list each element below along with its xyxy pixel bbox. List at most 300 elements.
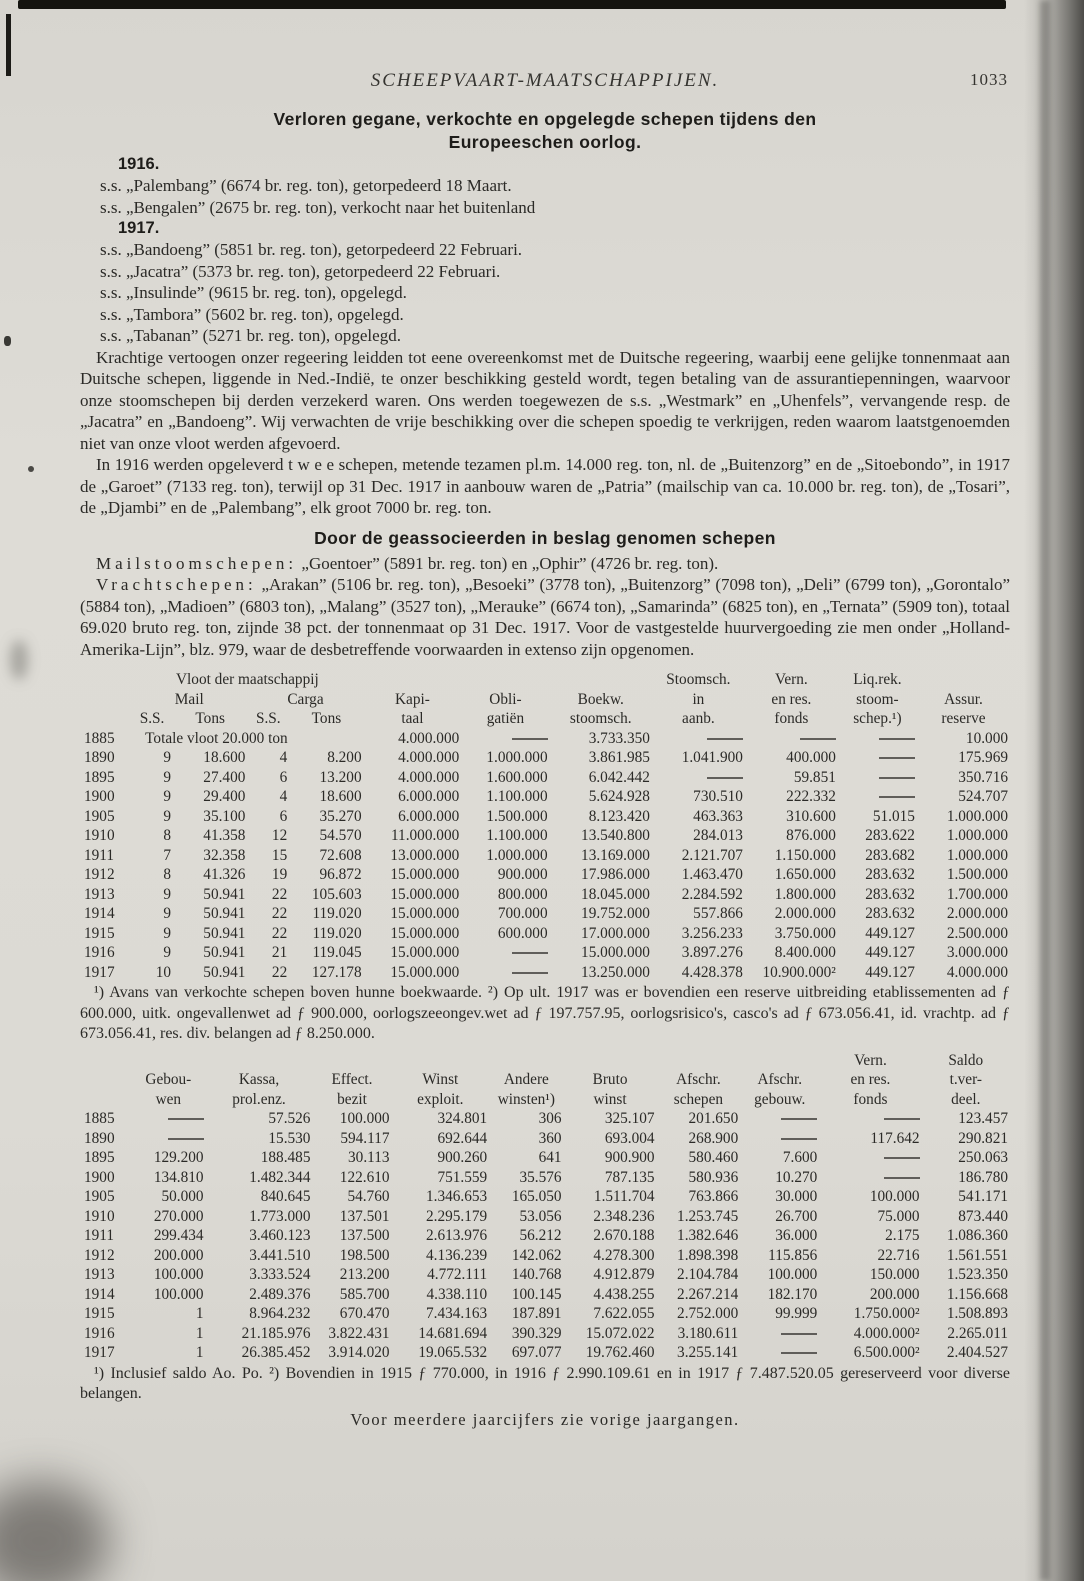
table-row	[80, 1246, 1010, 1266]
freighters-text: „Arakan” (5106 br. reg. ton), „Besoeki” (3778 ton), „Buitenzorg” (7098 ton), „Deli” (6799 ton), „Gorontalo” (5884 ton), „Madioen” (6803 ton), „Malang” (3527 ton), „Merauke” (6674 ton), „Samarinda” (6825 ton), en „Ternata” (5909 ton), totaal 69.020 bruto reg. ton, zijnde 38 pct. der tonnenmaat op 31 Dec. 1917. Voor de vastgestelde huurvergoeding zie men onder „Holland-Amerika-Lijn”, blz. 979, waar de desbetreffende voorwaarden in extenso zijn opgenomen.	[80, 575, 1010, 659]
page-number: 1033	[970, 70, 1008, 89]
value-cell: 4.000.000	[398, 729, 460, 747]
value-cell: 150.000	[869, 1266, 920, 1283]
fleet-table-wrap	[80, 670, 1010, 982]
value-cell: 15.000.000	[390, 885, 460, 903]
value-cell: 100.000	[869, 1188, 920, 1205]
value-cell: 21.185.976	[241, 1324, 311, 1342]
value-cell	[819, 1109, 921, 1129]
section-heading-beslag: Door de geassocieerden in beslag genomen schepen	[314, 527, 776, 548]
value-cell: 201.650	[688, 1110, 739, 1127]
value-cell: 350.716	[958, 768, 1008, 786]
value-cell: 3.897.276	[681, 944, 743, 961]
value-cell: 325.107	[604, 1110, 655, 1127]
value-cell: 6.000.000	[398, 807, 460, 825]
entries-1917	[80, 239, 1010, 347]
value-cell: 2.267.214	[677, 1285, 739, 1303]
year-cell: 1910	[84, 1207, 115, 1225]
value-cell: 2.121.707	[681, 846, 743, 864]
blank-dash	[168, 1138, 204, 1140]
value-cell: 700.000	[497, 905, 548, 922]
column-header: stoomsch.	[569, 710, 632, 727]
value-cell: 3.441.510	[249, 1246, 311, 1264]
value-cell: 3.256.233	[681, 924, 743, 942]
value-cell: 2.752.000	[677, 1305, 739, 1322]
value-cell: 142.062	[511, 1246, 562, 1264]
table-row	[80, 924, 1010, 944]
column-header: Tons	[311, 710, 342, 727]
year-label-1917: 1917.	[118, 219, 160, 237]
column-header: Kapi-	[395, 690, 430, 708]
value-cell: 1.700.000	[946, 885, 1008, 903]
value-cell: 8	[163, 827, 171, 844]
value-cell: 2.404.527	[946, 1344, 1008, 1361]
ship-entries	[80, 154, 1010, 347]
column-header: Liq.rek.	[853, 671, 902, 688]
value-cell: 6	[279, 768, 288, 786]
value-cell	[740, 1129, 819, 1149]
value-cell: 100.000	[153, 1285, 204, 1303]
value-cell: 360	[538, 1129, 562, 1147]
blank-dash	[781, 1333, 817, 1335]
blank-dash	[800, 738, 836, 740]
value-cell: 119.045	[312, 944, 362, 961]
value-cell: 186.780	[958, 1168, 1008, 1186]
table-row	[80, 729, 1010, 749]
column-header: Afschr.	[757, 1071, 803, 1088]
value-cell: 270.000	[153, 1207, 204, 1225]
value-cell: 115.856	[768, 1246, 818, 1264]
value-cell: 4.912.879	[593, 1266, 655, 1283]
year-cell: 1915	[84, 924, 115, 942]
value-cell: 13.540.800	[581, 827, 650, 844]
value-cell: 6	[279, 807, 288, 825]
year-cell: 1890	[84, 749, 115, 766]
value-cell: 1.511.704	[593, 1188, 655, 1205]
value-cell: 8.200	[327, 749, 362, 766]
blank-dash	[707, 738, 743, 740]
value-cell: 1.508.893	[946, 1305, 1008, 1322]
value-cell: 751.559	[437, 1168, 488, 1186]
value-cell: 13.000.000	[390, 846, 460, 864]
value-cell: 4	[279, 749, 288, 766]
value-cell: 1.041.900	[681, 749, 743, 766]
value-cell	[461, 963, 549, 983]
value-cell: 4.000.000	[946, 963, 1008, 981]
value-cell: 15.530	[268, 1129, 311, 1147]
column-header: Winst	[422, 1071, 459, 1088]
table-row	[80, 1285, 1010, 1305]
value-cell: 1.253.745	[677, 1207, 739, 1225]
value-cell: 4.000.000²	[853, 1324, 920, 1342]
value-cell: 692.644	[437, 1129, 488, 1147]
year-cell: 1895	[84, 768, 115, 786]
year-cell: 1916	[84, 1324, 115, 1342]
year-cell: 1905	[84, 1188, 115, 1205]
value-cell: 10	[155, 963, 171, 981]
column-header: S.S.	[139, 710, 165, 727]
gutter-shadow	[1024, 0, 1084, 1581]
value-cell	[131, 1109, 205, 1129]
value-cell: 2.348.236	[593, 1207, 655, 1225]
value-cell: 1.650.000	[774, 866, 836, 883]
value-cell: 9	[163, 944, 171, 961]
value-cell: 12	[271, 827, 288, 844]
value-cell	[131, 1129, 205, 1149]
value-cell: 1.750.000²	[853, 1305, 920, 1322]
value-cell: 900.000	[497, 866, 548, 883]
column-header: Assur.	[944, 690, 983, 708]
blank-dash	[884, 1157, 920, 1159]
column-header: Kassa,	[238, 1071, 280, 1088]
value-cell: 2.175	[885, 1227, 920, 1244]
column-header: in	[692, 690, 705, 708]
column-header: Gebou-	[145, 1071, 192, 1088]
column-header: Andere	[503, 1071, 549, 1088]
year-cell: 1911	[84, 846, 115, 864]
column-header: en res.	[771, 690, 812, 708]
value-cell: 26.385.452	[241, 1344, 311, 1361]
value-cell: 1.086.360	[946, 1227, 1008, 1244]
column-header: gatiën	[486, 710, 525, 727]
value-cell: 15.000.000	[390, 924, 460, 942]
value-cell: 122.610	[339, 1168, 390, 1186]
mailsteamers-text: „Goentoer” (5891 br. reg. ton) en „Ophir” (4726 br. reg. ton).	[301, 553, 719, 573]
value-cell: 7	[163, 846, 171, 864]
value-cell: 1.463.470	[681, 866, 743, 883]
value-cell: 9	[163, 788, 171, 805]
value-cell: 222.332	[786, 788, 836, 805]
value-cell: 17.000.000	[581, 924, 650, 942]
value-cell: 449.127	[865, 944, 915, 961]
value-cell: 290.821	[958, 1129, 1008, 1147]
value-cell: 1.773.000	[249, 1207, 311, 1225]
finance-table	[80, 1051, 1010, 1363]
value-cell: 54.760	[347, 1188, 390, 1205]
value-cell: 53.056	[519, 1207, 562, 1225]
value-cell: 19.752.000	[581, 905, 650, 922]
value-cell: 36.000	[775, 1227, 818, 1244]
value-cell: 730.510	[693, 788, 743, 805]
value-cell: 449.127	[865, 924, 915, 942]
value-cell: 134.810	[153, 1168, 204, 1186]
value-cell: 3.733.350	[588, 729, 650, 747]
value-cell	[838, 787, 917, 807]
value-cell	[838, 768, 917, 788]
value-cell: 22	[271, 885, 288, 903]
value-cell: 585.700	[339, 1285, 390, 1303]
value-cell: 213.200	[339, 1266, 390, 1283]
year-label-1916: 1916.	[118, 155, 160, 173]
fleet-header-row-2	[80, 690, 1010, 710]
ship-entry: s.s. „Bengalen” (2675 br. reg. ton), verkocht naar het buitenland	[100, 197, 536, 217]
value-cell: 4	[279, 788, 288, 805]
blank-dash	[879, 738, 915, 740]
value-cell: 873.440	[958, 1207, 1008, 1225]
value-cell: 641	[538, 1149, 562, 1166]
year-cell: 1917	[84, 963, 115, 981]
ship-entry: s.s. „Palembang” (6674 br. reg. ton), getorpedeerd 18 Maart.	[100, 176, 512, 195]
value-cell: 10.900.000²	[762, 963, 836, 981]
value-cell	[652, 729, 745, 749]
table-row	[80, 1226, 1010, 1246]
ship-entry: s.s. „Tabanan” (5271 br. reg. ton), opgelegd.	[100, 326, 401, 345]
value-cell: 56.212	[519, 1227, 562, 1244]
year-cell: 1912	[84, 866, 115, 883]
value-cell: 14.681.694	[418, 1324, 488, 1342]
value-cell: 9	[163, 885, 171, 903]
value-cell: 2.265.011	[947, 1324, 1008, 1342]
value-cell: 4.772.111	[427, 1266, 488, 1283]
value-cell: 50.941	[203, 924, 246, 942]
column-header: Boekw.	[577, 690, 624, 708]
column-header: en res.	[850, 1071, 891, 1088]
value-cell: 2.000.000	[946, 905, 1008, 922]
year-cell: 1914	[84, 1285, 115, 1303]
value-cell: 9	[163, 768, 171, 786]
value-cell: 99.999	[775, 1305, 818, 1322]
value-cell: 600.000	[497, 924, 548, 942]
value-cell: 22	[271, 905, 288, 922]
value-cell: 6.042.442	[588, 768, 650, 786]
value-cell	[461, 729, 549, 749]
column-header: Carga	[287, 690, 324, 708]
value-cell: 19.065.532	[418, 1344, 488, 1361]
column-header: Vern.	[854, 1051, 887, 1069]
value-cell: 1.156.668	[946, 1285, 1008, 1303]
value-cell: 15.072.022	[585, 1324, 655, 1342]
value-cell: 524.707	[958, 788, 1008, 805]
blank-dash	[781, 1138, 817, 1140]
value-cell: 127.178	[311, 963, 362, 981]
value-cell: 188.485	[260, 1149, 311, 1166]
value-cell: 670.470	[339, 1305, 390, 1322]
value-cell: 51.015	[872, 807, 915, 825]
table-row	[80, 1304, 1010, 1324]
value-cell: 187.891	[511, 1305, 562, 1322]
year-cell: 1913	[84, 885, 115, 903]
value-cell: 3.180.611	[677, 1324, 739, 1342]
table-row	[80, 1207, 1010, 1227]
freighters-label: Vrachtschepen:	[96, 575, 257, 594]
value-cell: 2.489.376	[249, 1285, 311, 1303]
value-cell: 123.457	[958, 1110, 1008, 1127]
value-cell: 1.100.000	[486, 788, 548, 805]
year-cell: 1900	[84, 788, 115, 805]
column-header: prol.enz.	[232, 1090, 286, 1108]
value-cell: 140.768	[511, 1266, 562, 1283]
value-cell: 9	[163, 807, 171, 825]
value-cell: 7.600	[782, 1149, 818, 1166]
value-cell: 763.866	[688, 1188, 739, 1205]
table-row	[80, 1343, 1010, 1363]
value-cell: 129.200	[153, 1149, 204, 1166]
finance-footnote: ¹) Inclusief saldo Ao. Po. ²) Bovendien in 1915 ƒ 770.000, in 1916 ƒ 2.990.109.61 en in 1917 ƒ 7.487.520.05 gereserveerd voor diverse belangen.	[80, 1364, 1010, 1402]
fleet-table	[80, 670, 1010, 982]
value-cell: 30.000	[775, 1188, 818, 1205]
paragraph-krachtige: Krachtige vertoogen onzer regeering leidden tot eene overeenkomst met de Duitsche regeering, waarbij eene gelijke tonnenmaat aan Duitsche schepen, liggende in Ned.-Indië, te onzer beschikking gesteld wordt, tegen betaling van de assurantiepenningen, waarvoor onze stoomschepen bij derden verzekerd waren. Ons werden toegewezen de s.s. „Westmark” en „Uhenfels”, vervangende resp. de „Jacatra” en „Bandoeng”. Wij verwachten de vrije beschikking over die schepen spoedig te verkrijgen, reden waarom laatstgenoemden niet van onze vloot werden afgevoerd.	[80, 347, 1010, 453]
column-header: Mail	[174, 690, 204, 708]
value-cell: 324.801	[437, 1110, 488, 1127]
value-cell: 283.622	[865, 827, 915, 844]
table-row	[80, 1109, 1010, 1129]
value-cell: 119.020	[312, 924, 362, 942]
blank-dash	[512, 952, 548, 954]
blank-dash	[168, 1118, 204, 1120]
value-cell: 557.866	[693, 905, 743, 922]
value-cell: 10.000	[965, 729, 1008, 747]
column-header: Afschr.	[676, 1071, 721, 1088]
article-title-line2: Europeeschen oorlog.	[448, 132, 642, 152]
column-header: gebouw.	[754, 1090, 806, 1108]
value-cell: 283.682	[865, 846, 915, 864]
value-cell: 2.613.976	[425, 1227, 488, 1244]
value-cell: 9	[163, 924, 171, 942]
closing-note: Voor meerdere jaarcijfers zie vorige jaargangen.	[350, 1409, 740, 1429]
table-row	[80, 885, 1010, 905]
column-header: aanb.	[682, 710, 715, 727]
table-row	[80, 1168, 1010, 1188]
value-cell: 57.526	[268, 1110, 311, 1127]
value-cell: 22.716	[877, 1246, 920, 1264]
value-cell: 1.500.000	[946, 866, 1008, 883]
value-cell: 137.500	[339, 1227, 390, 1244]
value-cell: 15.000.000	[390, 866, 460, 883]
value-cell: 13.200	[319, 768, 362, 786]
blank-dash	[879, 757, 915, 759]
mailsteamers-label: Mailstoomschepen:	[96, 553, 298, 573]
finance-header-row-1	[80, 1070, 1010, 1090]
value-cell	[745, 729, 838, 749]
year-cell: 1910	[84, 827, 115, 844]
value-cell: 35.100	[203, 807, 246, 825]
column-header: Saldo	[948, 1051, 984, 1069]
value-cell: 13.250.000	[581, 963, 650, 981]
value-cell: 26.700	[775, 1207, 818, 1225]
blank-dash	[884, 1177, 920, 1179]
value-cell: 100.000	[339, 1110, 390, 1127]
value-cell: 4.278.300	[593, 1246, 655, 1264]
value-cell: 22	[271, 963, 288, 981]
value-cell: 6.500.000²	[853, 1344, 920, 1361]
value-cell: 3.460.123	[249, 1227, 311, 1244]
value-cell: 50.941	[203, 905, 246, 922]
value-cell: 400.000	[786, 749, 836, 766]
freighters-paragraph	[80, 574, 1010, 660]
table-row	[80, 1148, 1010, 1168]
column-header: wen	[155, 1090, 182, 1108]
blank-dash	[707, 777, 743, 779]
value-cell: 3.822.431	[328, 1324, 390, 1342]
value-cell: 18.600	[203, 749, 246, 766]
year-cell: 1912	[84, 1246, 115, 1264]
value-cell: 9	[163, 905, 171, 922]
value-cell: 3.861.985	[588, 749, 650, 766]
fleet-note-cell: Totale vloot 20.000 ton	[145, 729, 288, 747]
value-cell: 41.358	[203, 827, 246, 844]
ship-entry: s.s. „Bandoeng” (5851 br. reg. ton), getorpedeerd 22 Februari.	[100, 240, 523, 259]
value-cell: 283.632	[865, 905, 915, 922]
finance-table-wrap	[80, 1051, 1010, 1363]
value-cell: 165.050	[511, 1188, 562, 1205]
value-cell: 13.169.000	[581, 846, 650, 864]
value-cell: 1	[195, 1344, 204, 1361]
value-cell: 1.150.000	[774, 846, 836, 864]
table-row	[80, 768, 1010, 788]
column-header: schepen	[673, 1090, 724, 1108]
value-cell: 41.326	[203, 866, 246, 883]
value-cell: 2.670.188	[593, 1227, 655, 1244]
value-cell: 50.941	[203, 885, 246, 903]
value-cell: 200.000	[153, 1246, 204, 1264]
table-row	[80, 1324, 1010, 1344]
value-cell: 11.000.000	[390, 827, 460, 844]
value-cell: 306	[538, 1110, 562, 1127]
value-cell: 72.608	[319, 846, 362, 864]
value-cell: 3.750.000	[774, 924, 836, 942]
value-cell: 283.632	[865, 866, 915, 883]
value-cell	[652, 768, 745, 788]
value-cell: 119.020	[312, 905, 362, 922]
finance-header-row-2	[80, 1090, 1010, 1110]
year-cell: 1913	[84, 1266, 115, 1283]
value-cell: 2.284.592	[681, 885, 743, 903]
value-cell: 4.000.000	[398, 768, 460, 786]
running-head-title: SCHEEPVAART-MAATSCHAPPIJEN.	[370, 70, 720, 91]
value-cell: 96.872	[319, 866, 362, 883]
value-cell: 8.400.000	[774, 944, 836, 961]
value-cell: 15.000.000	[390, 905, 460, 922]
column-header: reserve	[941, 710, 986, 727]
fleet-header-row-3	[80, 709, 1010, 729]
value-cell	[819, 1148, 921, 1168]
value-cell: 390.329	[511, 1324, 562, 1342]
article-title-line1: Verloren gegane, verkochte en opgelegde schepen tijdens den	[273, 109, 817, 129]
running-head	[80, 70, 1010, 92]
year-cell: 1911	[84, 1227, 115, 1244]
value-cell: 1.382.646	[677, 1227, 739, 1244]
table-row	[80, 865, 1010, 885]
value-cell: 284.013	[693, 827, 743, 844]
value-cell: 449.127	[865, 963, 915, 981]
value-cell: 1.000.000	[946, 807, 1008, 825]
blank-dash	[884, 1118, 920, 1120]
value-cell	[838, 748, 917, 768]
value-cell: 35.576	[519, 1168, 562, 1186]
value-cell: 2.104.784	[677, 1266, 739, 1283]
value-cell: 1.000.000	[946, 846, 1008, 864]
finance-header-row-0	[80, 1051, 1010, 1071]
table-row	[80, 787, 1010, 807]
value-cell	[740, 1109, 819, 1129]
value-cell: 463.363	[693, 807, 743, 825]
column-header: deel.	[951, 1090, 981, 1108]
value-cell	[740, 1324, 819, 1344]
value-cell: 697.077	[511, 1344, 562, 1361]
value-cell: 59.851	[793, 768, 836, 786]
value-cell: 283.632	[865, 885, 915, 903]
value-cell	[819, 1168, 921, 1188]
value-cell: 693.004	[604, 1129, 655, 1147]
value-cell: 4.136.239	[425, 1246, 488, 1264]
value-cell: 9	[163, 749, 171, 766]
year-cell: 1915	[84, 1305, 115, 1322]
table-row	[80, 1265, 1010, 1285]
value-cell: 3.914.020	[328, 1344, 390, 1361]
value-cell: 4.338.110	[426, 1285, 488, 1303]
value-cell: 19	[271, 866, 288, 883]
value-cell	[838, 729, 917, 749]
